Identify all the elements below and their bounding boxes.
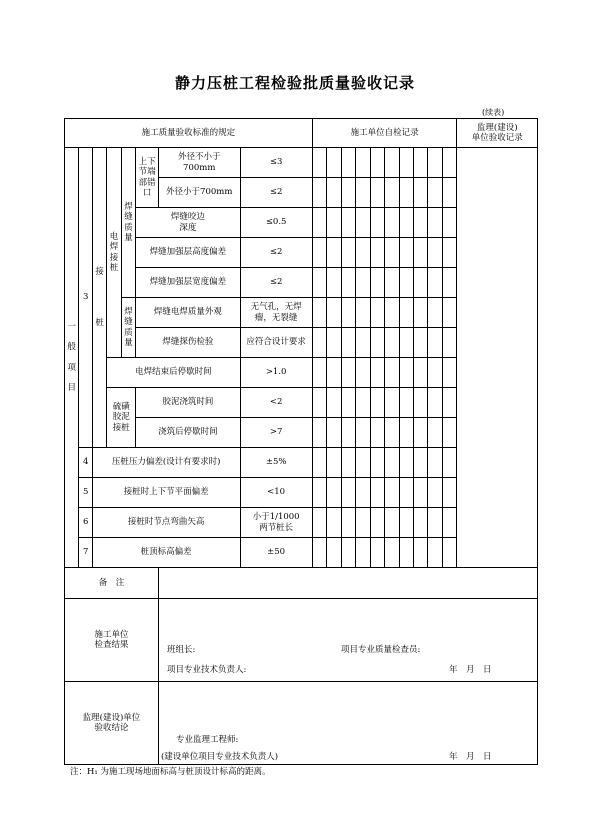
check-cell[interactable] <box>399 358 413 388</box>
check-cell[interactable] <box>327 418 341 448</box>
check-cell[interactable] <box>327 298 341 328</box>
remarks-field[interactable] <box>158 568 537 599</box>
check-cell[interactable] <box>370 328 384 358</box>
row-name: 压桩压力偏差(设计有要求时) <box>92 448 240 478</box>
sulfur-pile-label: 硫磺 胶泥 接桩 <box>107 388 136 448</box>
item-no: 6 <box>79 508 92 538</box>
check-cell[interactable] <box>341 208 355 238</box>
check-cell[interactable] <box>385 328 399 358</box>
remarks-label: 备 注 <box>65 568 159 599</box>
check-cell[interactable] <box>341 388 355 418</box>
check-cell[interactable] <box>312 148 326 178</box>
row-name: 外径不小于 700mm <box>158 148 240 178</box>
general-item-label: 一 般 项 目 <box>65 148 79 568</box>
check-cell[interactable] <box>312 328 326 358</box>
row-name: 焊缝加强层高度偏差 <box>136 238 240 268</box>
check-cell[interactable] <box>442 478 457 508</box>
check-cell[interactable] <box>341 508 355 538</box>
check-cell[interactable] <box>312 388 326 418</box>
check-cell[interactable] <box>312 508 326 538</box>
row-name: 电焊结束后停歇时间 <box>107 358 240 388</box>
check-cell[interactable] <box>399 178 413 208</box>
continued-label: (续表) <box>482 108 505 117</box>
check-cell[interactable] <box>356 268 370 298</box>
check-cell[interactable] <box>341 298 355 328</box>
supervision-conclusion-box[interactable] <box>158 682 537 765</box>
check-cell[interactable] <box>327 358 341 388</box>
row-standard: 无气孔，无焊 瘤，无裂缝 <box>240 298 312 328</box>
row-standard: 小于1/1000 两节桩长 <box>240 508 312 538</box>
check-cell[interactable] <box>442 268 457 298</box>
check-cell[interactable] <box>385 148 399 178</box>
row-standard: >1.0 <box>240 358 312 388</box>
item-no: 7 <box>79 538 92 568</box>
check-cell[interactable] <box>428 538 442 568</box>
check-cell[interactable] <box>327 148 341 178</box>
check-cell[interactable] <box>442 538 457 568</box>
check-cell[interactable] <box>413 328 427 358</box>
check-cell[interactable] <box>428 268 442 298</box>
check-cell[interactable] <box>399 418 413 448</box>
check-cell[interactable] <box>312 298 326 328</box>
check-cell[interactable] <box>327 238 341 268</box>
row-name: 浇筑后停歇时间 <box>136 418 240 448</box>
check-cell[interactable] <box>341 358 355 388</box>
check-cell[interactable] <box>385 538 399 568</box>
check-cell[interactable] <box>385 178 399 208</box>
check-cell[interactable] <box>442 298 457 328</box>
check-cell[interactable] <box>399 328 413 358</box>
check-cell[interactable] <box>341 448 355 478</box>
check-cell[interactable] <box>356 448 370 478</box>
check-cell[interactable] <box>370 268 384 298</box>
supervision-engineer-label: 专业监理工程师: <box>175 735 239 745</box>
row-standard: ≤2 <box>240 268 312 298</box>
owner-tech-lead-label: (建设单位项目专业技术负责人) <box>160 752 279 762</box>
check-cell[interactable] <box>370 148 384 178</box>
check-cell[interactable] <box>428 238 442 268</box>
quality-inspector-label: 项目专业质量检查员: <box>340 645 421 655</box>
check-cell[interactable] <box>442 508 457 538</box>
check-cell[interactable] <box>370 388 384 418</box>
row-standard: ≤2 <box>240 178 312 208</box>
check-cell[interactable] <box>413 478 427 508</box>
check-cell[interactable] <box>370 208 384 238</box>
team-leader-label: 班组长: <box>166 645 196 655</box>
row-standard: <2 <box>240 388 312 418</box>
check-cell[interactable] <box>312 208 326 238</box>
check-cell[interactable] <box>356 238 370 268</box>
check-cell[interactable] <box>312 538 326 568</box>
check-cell[interactable] <box>356 148 370 178</box>
row-name: 焊缝探伤检验 <box>136 328 240 358</box>
item-no: 5 <box>79 478 92 508</box>
joint-pile-label: 接 桩 <box>92 148 106 448</box>
weld-quality-label: 焊 缝 质 量 <box>121 148 135 298</box>
check-cell[interactable] <box>442 178 457 208</box>
inspection-table <box>64 118 538 765</box>
check-cell[interactable] <box>341 148 355 178</box>
row-name: 焊缝加强层宽度偏差 <box>136 268 240 298</box>
footnote: 注：H₁ 为施工现场地面标高与桩顶设计标高的距离。 <box>70 767 271 777</box>
row-standard: >7 <box>240 418 312 448</box>
check-cell[interactable] <box>399 148 413 178</box>
check-cell[interactable] <box>385 508 399 538</box>
check-cell[interactable] <box>428 208 442 238</box>
check-cell[interactable] <box>428 388 442 418</box>
row-name: 外径小于700mm <box>158 178 240 208</box>
item-no-3: 3 <box>79 148 92 448</box>
check-cell[interactable] <box>341 418 355 448</box>
check-cell[interactable] <box>385 418 399 448</box>
page-title: 静力压桩工程检验批质量验收记录 <box>174 74 415 92</box>
check-cell[interactable] <box>399 298 413 328</box>
row-name: 胶泥浇筑时间 <box>136 388 240 418</box>
row-standard: ±5% <box>240 448 312 478</box>
check-cell[interactable] <box>341 268 355 298</box>
row-standard: 应符合设计要求 <box>240 328 312 358</box>
check-cell[interactable] <box>428 478 442 508</box>
check-cell[interactable] <box>341 238 355 268</box>
check-cell[interactable] <box>327 478 341 508</box>
check-cell[interactable] <box>370 538 384 568</box>
check-cell[interactable] <box>312 178 326 208</box>
check-cell[interactable] <box>370 298 384 328</box>
construction-date-label: 年 月 日 <box>448 665 492 675</box>
check-cell[interactable] <box>370 478 384 508</box>
check-cell[interactable] <box>312 268 326 298</box>
check-cell[interactable] <box>341 538 355 568</box>
row-standard: ≤3 <box>240 148 312 178</box>
weld-quality-label-2: 焊 缝 质 量 <box>121 298 135 358</box>
header-self-check: 施工单位自检记录 <box>312 119 457 148</box>
row-standard: ≤2 <box>240 238 312 268</box>
check-cell[interactable] <box>312 478 326 508</box>
check-cell[interactable] <box>442 148 457 178</box>
check-cell[interactable] <box>356 208 370 238</box>
check-cell[interactable] <box>312 418 326 448</box>
check-cell[interactable] <box>428 358 442 388</box>
check-cell[interactable] <box>356 388 370 418</box>
check-cell[interactable] <box>385 448 399 478</box>
check-cell[interactable] <box>356 508 370 538</box>
check-cell[interactable] <box>356 298 370 328</box>
check-cell[interactable] <box>312 448 326 478</box>
construction-result-label: 施工单位 检查结果 <box>65 599 159 682</box>
check-cell[interactable] <box>413 418 427 448</box>
check-cell[interactable] <box>413 238 427 268</box>
check-cell[interactable] <box>428 178 442 208</box>
check-cell[interactable] <box>327 538 341 568</box>
check-cell[interactable] <box>413 508 427 538</box>
check-cell[interactable] <box>356 538 370 568</box>
check-cell[interactable] <box>399 208 413 238</box>
check-cell[interactable] <box>399 448 413 478</box>
check-cell[interactable] <box>428 148 442 178</box>
supervision-cell[interactable] <box>457 148 538 568</box>
row-standard: ±50 <box>240 538 312 568</box>
supervision-conclusion-label: 监理(建设)单位 验收结论 <box>65 682 159 765</box>
weld-pile-label: 电 焊 接 桩 <box>107 148 121 358</box>
check-cell[interactable] <box>327 328 341 358</box>
check-cell[interactable] <box>428 328 442 358</box>
construction-result-box[interactable] <box>158 599 537 682</box>
check-cell[interactable] <box>385 358 399 388</box>
check-cell[interactable] <box>399 268 413 298</box>
check-cell[interactable] <box>356 418 370 448</box>
check-cell[interactable] <box>356 328 370 358</box>
check-cell[interactable] <box>442 328 457 358</box>
check-cell[interactable] <box>442 388 457 418</box>
item-no: 4 <box>79 448 92 478</box>
check-cell[interactable] <box>442 238 457 268</box>
check-cell[interactable] <box>370 178 384 208</box>
check-cell[interactable] <box>413 358 427 388</box>
check-cell[interactable] <box>442 358 457 388</box>
check-cell[interactable] <box>385 208 399 238</box>
tech-lead-label: 项目专业技术负责人: <box>166 665 247 675</box>
check-cell[interactable] <box>327 268 341 298</box>
check-cell[interactable] <box>413 268 427 298</box>
check-cell[interactable] <box>370 448 384 478</box>
check-cell[interactable] <box>385 388 399 418</box>
row-name: 接桩时节点弯曲矢高 <box>92 508 240 538</box>
check-cell[interactable] <box>428 298 442 328</box>
check-cell[interactable] <box>413 538 427 568</box>
upper-lower-label: 上下 节端 部错 口 <box>136 148 159 208</box>
check-cell[interactable] <box>370 508 384 538</box>
header-standard: 施工质量验收标准的规定 <box>65 119 313 148</box>
check-cell[interactable] <box>327 178 341 208</box>
check-cell[interactable] <box>428 418 442 448</box>
supervision-date-label: 年 月 日 <box>448 752 492 762</box>
check-cell[interactable] <box>385 298 399 328</box>
check-cell[interactable] <box>385 478 399 508</box>
check-cell[interactable] <box>399 478 413 508</box>
check-cell[interactable] <box>442 448 457 478</box>
check-cell[interactable] <box>356 178 370 208</box>
check-cell[interactable] <box>428 508 442 538</box>
check-cell[interactable] <box>327 388 341 418</box>
check-cell[interactable] <box>356 358 370 388</box>
check-cell[interactable] <box>385 238 399 268</box>
row-name: 接桩时上下节平面偏差 <box>92 478 240 508</box>
check-cell[interactable] <box>399 388 413 418</box>
check-cell[interactable] <box>312 358 326 388</box>
check-cell[interactable] <box>413 208 427 238</box>
check-cell[interactable] <box>370 418 384 448</box>
check-cell[interactable] <box>428 448 442 478</box>
row-name: 焊缝电焊质量外观 <box>136 298 240 328</box>
check-cell[interactable] <box>399 508 413 538</box>
check-cell[interactable] <box>327 508 341 538</box>
check-cell[interactable] <box>341 328 355 358</box>
row-name: 桩顶标高偏差 <box>92 538 240 568</box>
row-standard: <10 <box>240 478 312 508</box>
check-cell[interactable] <box>341 478 355 508</box>
check-cell[interactable] <box>399 238 413 268</box>
row-standard: ≤0.5 <box>240 208 312 238</box>
check-cell[interactable] <box>341 178 355 208</box>
check-cell[interactable] <box>413 298 427 328</box>
check-cell[interactable] <box>442 208 457 238</box>
check-cell[interactable] <box>413 148 427 178</box>
check-cell[interactable] <box>385 268 399 298</box>
check-cell[interactable] <box>413 178 427 208</box>
check-cell[interactable] <box>370 238 384 268</box>
row-name: 焊缝咬边 深度 <box>136 208 240 238</box>
check-cell[interactable] <box>312 238 326 268</box>
check-cell[interactable] <box>327 448 341 478</box>
check-cell[interactable] <box>413 388 427 418</box>
check-cell[interactable] <box>399 538 413 568</box>
check-cell[interactable] <box>413 448 427 478</box>
header-supervision: 监理(建设) 单位验收记录 <box>457 119 538 148</box>
check-cell[interactable] <box>442 418 457 448</box>
check-cell[interactable] <box>327 208 341 238</box>
check-cell[interactable] <box>370 358 384 388</box>
check-cell[interactable] <box>356 478 370 508</box>
